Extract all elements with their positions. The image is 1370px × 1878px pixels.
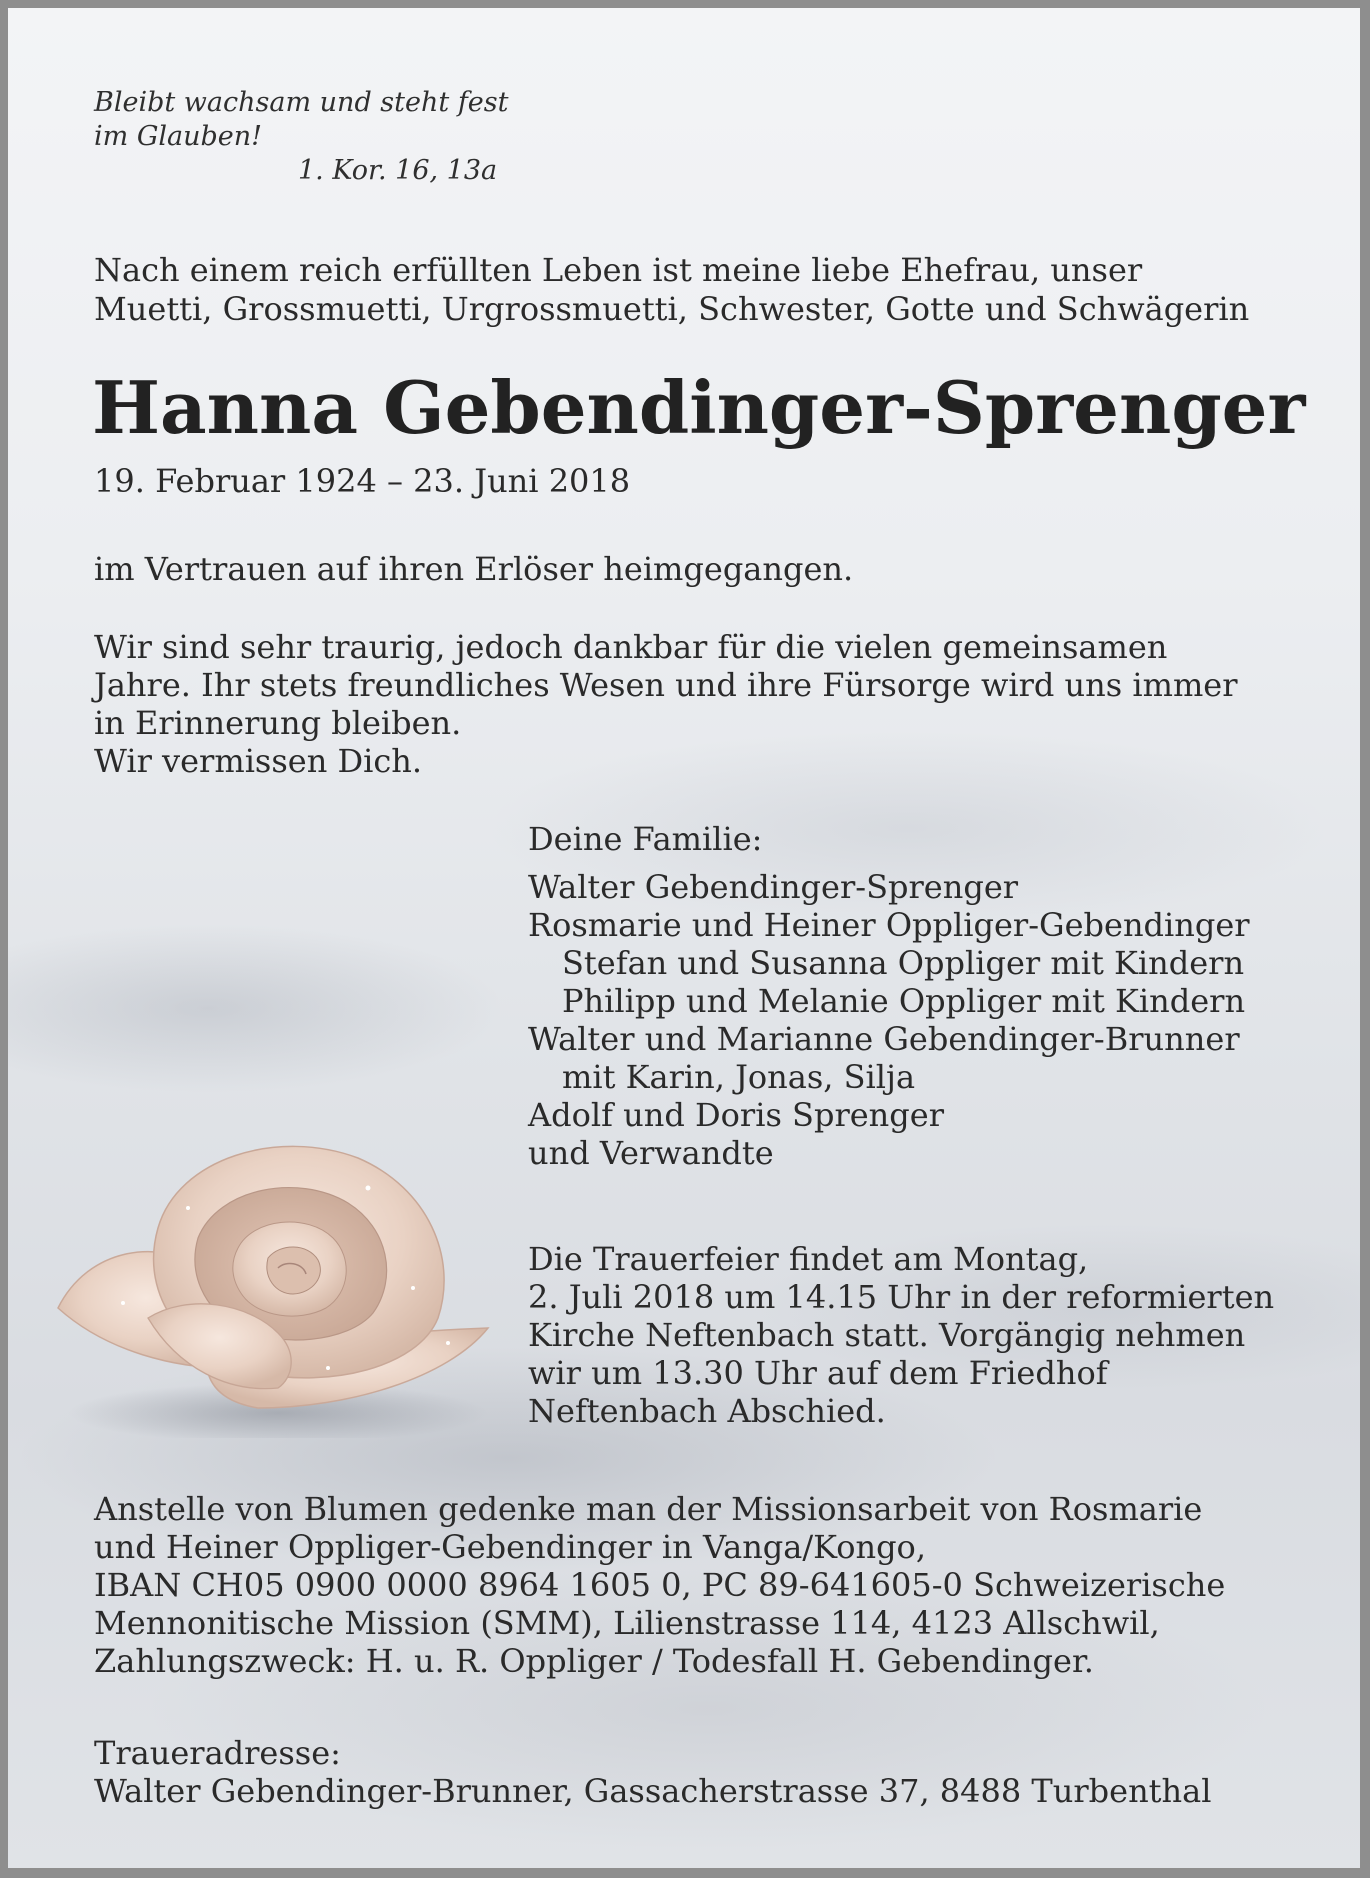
family-member: Stefan und Susanna Oppliger mit Kindern [562, 944, 1245, 982]
service-line-1: Die Trauerfeier findet am Montag, [528, 1240, 1089, 1278]
message-line-4: Wir vermissen Dich. [94, 742, 423, 780]
address-label: Traueradresse: [94, 1734, 341, 1772]
passing-text: im Vertrauen auf ihren Erlöser heimgegangen. [94, 550, 854, 588]
service-line-5: Neftenbach Abschied. [528, 1392, 886, 1430]
donation-line-4: Mennonitische Mission (SMM), Lilienstrasse 114, 4123 Allschwil, [94, 1604, 1160, 1642]
motto-line-2: im Glauben! [94, 121, 263, 152]
family-member: Rosmarie und Heiner Oppliger-Gebendinger [528, 906, 1250, 944]
intro-line-1: Nach einem reich erfüllten Leben ist meine liebe Ehefrau, unser [94, 251, 1143, 289]
life-dates: 19. Februar 1924 – 23. Juni 2018 [94, 462, 631, 500]
intro-line-2: Muetti, Grossmuetti, Urgrossmuetti, Schwester, Gotte und Schwägerin [94, 290, 1250, 328]
service-line-4: wir um 13.30 Uhr auf dem Friedhof [528, 1354, 1108, 1392]
service-line-3: Kirche Neftenbach statt. Vorgängig nehmen [528, 1316, 1246, 1354]
family-member: Walter Gebendinger-Sprenger [528, 868, 1019, 906]
rose-image [28, 1118, 498, 1438]
family-list [528, 868, 1250, 1172]
family-member: Philipp und Melanie Oppliger mit Kindern [562, 982, 1246, 1020]
family-member: und Verwandte [528, 1134, 774, 1172]
donation-line-3: IBAN CH05 0900 0000 8964 1605 0, PC 89-641605-0 Schweizerische [94, 1566, 1226, 1604]
motto-line-1: Bleibt wachsam und steht fest [94, 87, 509, 118]
family-member: Walter und Marianne Gebendinger-Brunner [528, 1020, 1240, 1058]
service-line-2: 2. Juli 2018 um 14.15 Uhr in der reformierten [528, 1278, 1275, 1316]
family-member: Adolf und Doris Sprenger [528, 1096, 944, 1134]
family-member: mit Karin, Jonas, Silja [562, 1058, 916, 1096]
message-line-2: Jahre. Ihr stets freundliches Wesen und ihre Fürsorge wird uns immer [94, 666, 1238, 704]
donation-line-2: und Heiner Oppliger-Gebendinger in Vanga/Kongo, [94, 1528, 926, 1566]
message-line-3: in Erinnerung bleiben. [94, 704, 462, 742]
address-value: Walter Gebendinger-Brunner, Gassacherstrasse 37, 8488 Turbenthal [94, 1772, 1212, 1810]
donation-line-1: Anstelle von Blumen gedenke man der Missionsarbeit von Rosmarie [94, 1490, 1203, 1528]
obituary-notice [8, 8, 1360, 1868]
motto-reference: 1. Kor. 16, 13a [298, 155, 498, 186]
donation-line-5: Zahlungszweck: H. u. R. Oppliger / Todesfall H. Gebendinger. [94, 1642, 1094, 1680]
family-heading: Deine Familie: [528, 820, 763, 858]
deceased-name: Hanna Gebendinger-Sprenger [92, 365, 1306, 450]
message-line-1: Wir sind sehr traurig, jedoch dankbar für die vielen gemeinsamen [94, 628, 1168, 666]
